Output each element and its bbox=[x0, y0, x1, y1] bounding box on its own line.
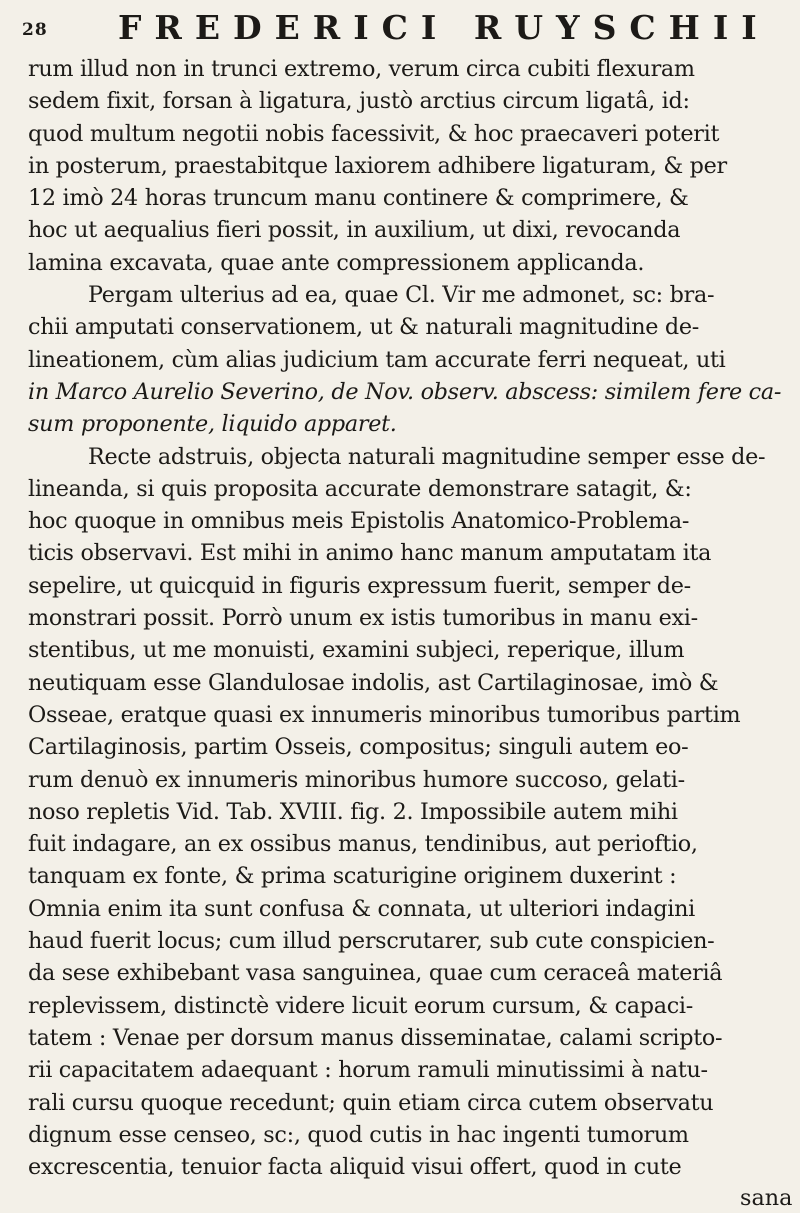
text-line: chii amputati conservationem, ut & naturali magnitudine de- bbox=[28, 314, 700, 341]
text-line: da sese exhibebant vasa sanguinea, quae cum ceraceâ materiâ bbox=[28, 960, 723, 987]
text-line: haud fuerit locus; cum illud perscrutarer, sub cute conspicien- bbox=[28, 928, 715, 955]
citation-line: sum proponente, liquido apparet. bbox=[28, 411, 397, 438]
paragraph-start-line: Recte adstruis, objecta naturali magnitudine semper esse de- bbox=[88, 443, 766, 470]
text-line: replevissem, distinctè videre licuit eorum cursum, & capaci- bbox=[28, 992, 693, 1019]
text-line: noso repletis Vid. Tab. XVIII. fig. 2. Impossibile autem mihi bbox=[28, 798, 678, 825]
text-line: monstrari possit. Porrò unum ex istis tumoribus in manu exi- bbox=[28, 605, 698, 632]
text-line: Omnia enim ita sunt confusa & connata, ut ulteriori indagini bbox=[28, 895, 695, 922]
text-line: Cartilaginosis, partim Osseis, compositus; singuli autem eo- bbox=[28, 734, 689, 761]
text-line: neutiquam esse Glandulosae indolis, ast Cartilaginosae, imò & bbox=[28, 669, 719, 696]
running-title: FREDERICI RUYSCHII bbox=[118, 8, 770, 47]
text-line: sedem fixit, forsan à ligatura, justò arctius circum ligatâ, id: bbox=[28, 88, 690, 115]
citation-line: in Marco Aurelio Severino, de Nov. observ. abscess: similem fere ca- bbox=[28, 378, 782, 405]
text-line: hoc quoque in omnibus meis Epistolis Anatomico-Problema- bbox=[28, 508, 690, 535]
text-line: hoc ut aequalius fieri possit, in auxilium, ut dixi, revocanda bbox=[28, 217, 681, 244]
page-number: 28 bbox=[22, 20, 48, 40]
paragraph-start-line: Pergam ulterius ad ea, quae Cl. Vir me admonet, sc: bra- bbox=[88, 282, 715, 309]
text-line: tanquam ex fonte, & prima scaturigine originem duxerint : bbox=[28, 863, 677, 890]
text-line: rali cursu quoque recedunt; quin etiam circa cutem observatu bbox=[28, 1089, 714, 1116]
page-header bbox=[22, 8, 782, 48]
text-line: lineationem, cùm alias judicium tam accurate ferri nequeat, uti bbox=[28, 346, 726, 373]
text-line: 12 imò 24 horas truncum manu continere & comprimere, & bbox=[28, 185, 689, 212]
text-line: tatem : Venae per dorsum manus disseminatae, calami scripto- bbox=[28, 1024, 723, 1051]
text-line: lineanda, si quis proposita accurate demonstrare satagit, &: bbox=[28, 475, 692, 502]
text-line: dignum esse censeo, sc:, quod cutis in hac ingenti tumorum bbox=[28, 1121, 689, 1148]
body-text bbox=[28, 53, 796, 1213]
text-line: Osseae, eratque quasi ex innumeris minoribus tumoribus partim bbox=[28, 701, 741, 728]
text-line: quod multum negotii nobis facessivit, & hoc praecaveri poterit bbox=[28, 120, 720, 147]
text-line: excrescentia, tenuior facta aliquid visui offert, quod in cute bbox=[28, 1154, 682, 1181]
text-line: in posterum, praestabitque laxiorem adhibere ligaturam, & per bbox=[28, 152, 727, 179]
text-line: rii capacitatem adaequant : horum ramuli minutissimi à natu- bbox=[28, 1057, 708, 1084]
text-line: rum illud non in trunci extremo, verum circa cubiti flexuram bbox=[28, 56, 695, 82]
text-line: sepelire, ut quicquid in figuris expressum fuerit, semper de- bbox=[28, 572, 691, 599]
text-line: fuit indagare, an ex ossibus manus, tendinibus, aut perioftio, bbox=[28, 831, 698, 858]
text-line: rum denuò ex innumeris minoribus humore succoso, gelati- bbox=[28, 766, 685, 793]
catchword: sana bbox=[740, 1185, 793, 1212]
text-line: ticis observavi. Est mihi in animo hanc manum amputatam ita bbox=[28, 540, 712, 567]
text-line: stentibus, ut me monuisti, examini subjeci, reperique, illum bbox=[28, 637, 685, 664]
text-line: lamina excavata, quae ante compressionem applicanda. bbox=[28, 249, 645, 276]
